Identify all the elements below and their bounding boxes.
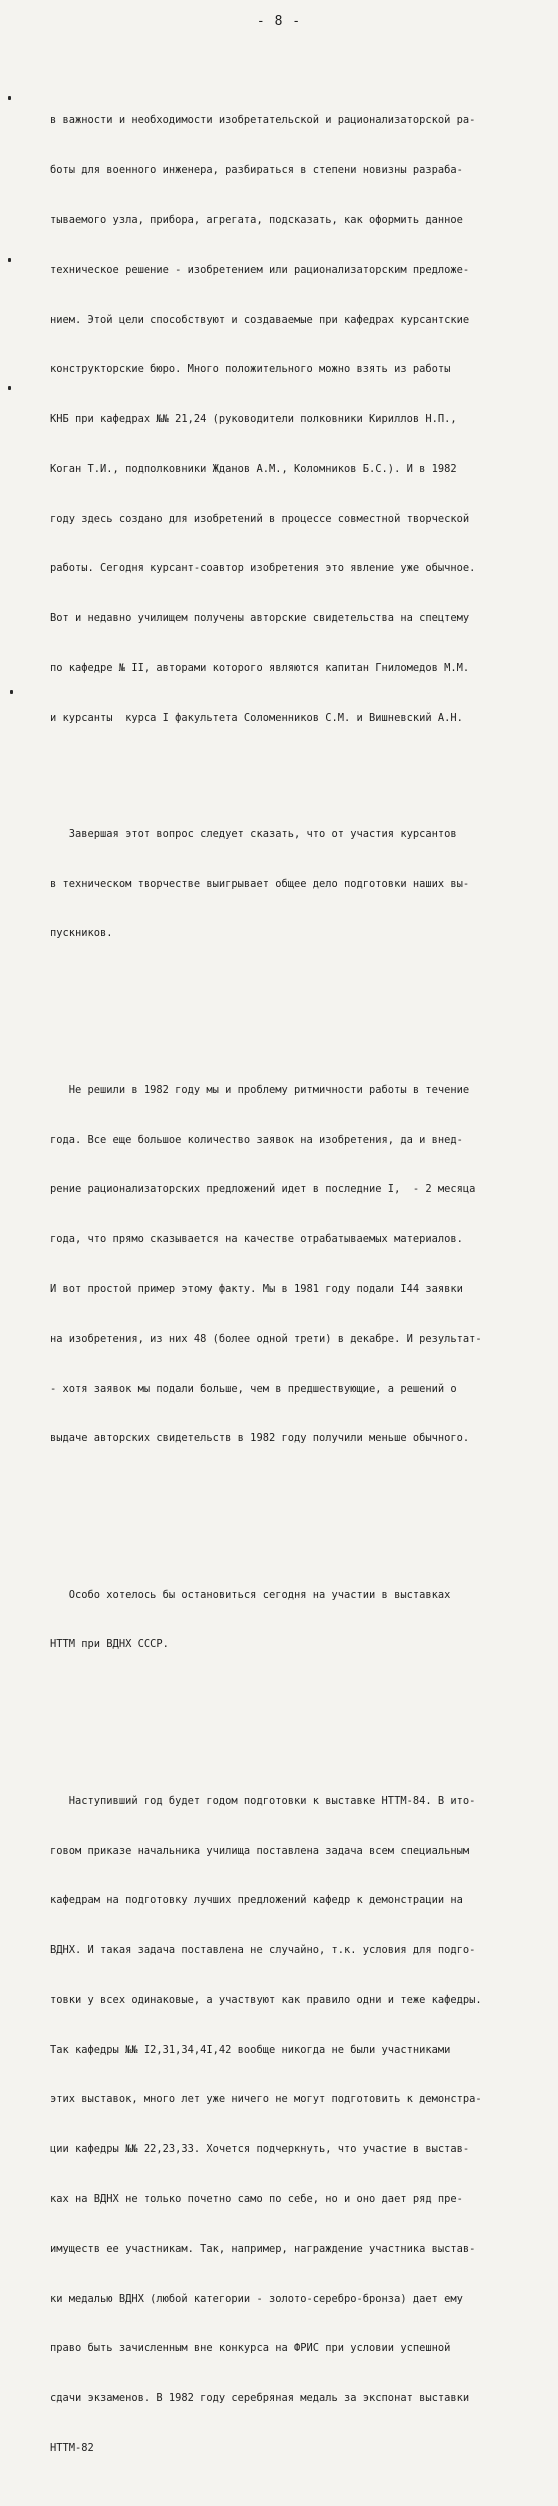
text-line: году здесь создано для изобретений в процессе совместной творческой (50, 512, 470, 525)
document-body (50, 46, 550, 2506)
paragraph (50, 1049, 550, 1480)
text-line: на изобретения, из них 48 (более одной трети) в декабре. И результат- (50, 1332, 482, 1345)
paragraph (50, 1553, 550, 1686)
text-line: Так кафедры №№ I2,31,34,4I,42 вообще никогда не были участниками (50, 2043, 451, 2056)
text-line: ВДНХ. И такая задача поставлена не случайно, т.к. условия для подго- (50, 1944, 476, 1957)
text-line: Особо хотелось бы остановиться сегодня на участии в выставках (50, 1588, 451, 1601)
text-line: Коган Т.И., подполковники Жданов А.М., Коломников Б.С.). И в 1982 (50, 462, 457, 475)
text-line: имуществ ее участникам. Так, например, награждение участника выстав- (50, 2242, 476, 2255)
text-line: техническое решение - изобретением или рационализаторским предложе- (50, 263, 470, 276)
text-line: кафедрам на подготовку лучших предложений кафедр к демонстрации на (50, 1894, 463, 1907)
margin-speck (10, 690, 13, 694)
text-line: и курсанты курса I факультета Соломенников С.М. и Вишневский А.Н. (50, 711, 463, 724)
text-line: КНБ при кафедрах №№ 21,24 (руководители полковники Кириллов Н.П., (50, 413, 457, 426)
text-line: товки у всех одинаковые, а участвуют как правило одни и теже кафедры. (50, 1993, 482, 2006)
text-line: выдаче авторских свидетельств в 1982 году получили меньше обычного. (50, 1432, 470, 1445)
text-line: ции кафедры №№ 22,23,33. Хочется подчеркнуть, что участие в выстав- (50, 2143, 470, 2156)
text-line: ки медалью ВДНХ (любой категории - золото-серебро-бронза) дает ему (50, 2292, 463, 2305)
text-line: - хотя заявок мы подали больше, чем в предшествующие, а решений о (50, 1382, 457, 1395)
text-line: этих выставок, много лет уже ничего не могут подготовить к демонстра- (50, 2093, 482, 2106)
text-line: года, что прямо сказывается на качестве отрабатываемых материалов. (50, 1233, 463, 1246)
text-line: И вот простой пример этому факту. Мы в 1981 году подали I44 заявки (50, 1282, 463, 1295)
text-line: говом приказе начальника училища поставлена задача всем специальным (50, 1844, 470, 1857)
paragraph (50, 793, 550, 976)
text-line: Не решили в 1982 году мы и проблему ритмичности работы в течение (50, 1083, 470, 1096)
text-line: сдачи экзаменов. В 1982 году серебряная медаль за экспонат выставки (50, 2392, 470, 2405)
text-line: Наступивший год будет годом подготовки к выставке НТТМ-84. В ито- (50, 1794, 476, 1807)
text-line: нием. Этой цели способствуют и создаваемые при кафедрах курсантские (50, 313, 470, 326)
text-line: НТТМ-82 (50, 2441, 94, 2454)
margin-speck (8, 258, 11, 262)
text-line: работы. Сегодня курсант-соавтор изобретения это явление уже обычное. (50, 562, 476, 575)
text-line: НТТМ при ВДНХ СССР. (50, 1638, 169, 1651)
text-line: пускников. (50, 927, 113, 940)
text-line: боты для военного инженера, разбираться в степени новизны разраба- (50, 164, 463, 177)
text-line: в важности и необходимости изобретательской и рационализаторской ра- (50, 114, 476, 127)
paragraph (50, 79, 550, 759)
text-line: ках на ВДНХ не только почетно само по себе, но и оно дает ряд пре- (50, 2193, 463, 2205)
margin-speck (8, 96, 11, 100)
text-line: конструкторские бюро. Много положительного можно взять из работы (50, 363, 451, 376)
text-line: тываемого узла, прибора, агрегата, подсказать, как оформить данное (50, 213, 463, 226)
text-line: по кафедре № II, авторами которого являются капитан Гниломедов М.М. (50, 661, 470, 674)
text-line: года. Все еще большое количество заявок на изобретения, да и внед- (50, 1133, 463, 1146)
text-line: Завершая этот вопрос следует сказать, что от участия курсантов (50, 827, 457, 840)
paragraph (50, 1760, 550, 2490)
text-line: Вот и недавно училищем получены авторские свидетельства на спецтему (50, 612, 470, 625)
page-number: - 8 - (256, 14, 302, 29)
margin-speck (8, 386, 11, 390)
text-line: рение рационализаторских предложений идет в последние I, - 2 месяца (50, 1183, 476, 1196)
text-line: право быть зачисленным вне конкурса на ФРИС при условии успешной (50, 2342, 451, 2355)
text-line: в техническом творчестве выигрывает общее дело подготовки наших вы- (50, 877, 470, 890)
